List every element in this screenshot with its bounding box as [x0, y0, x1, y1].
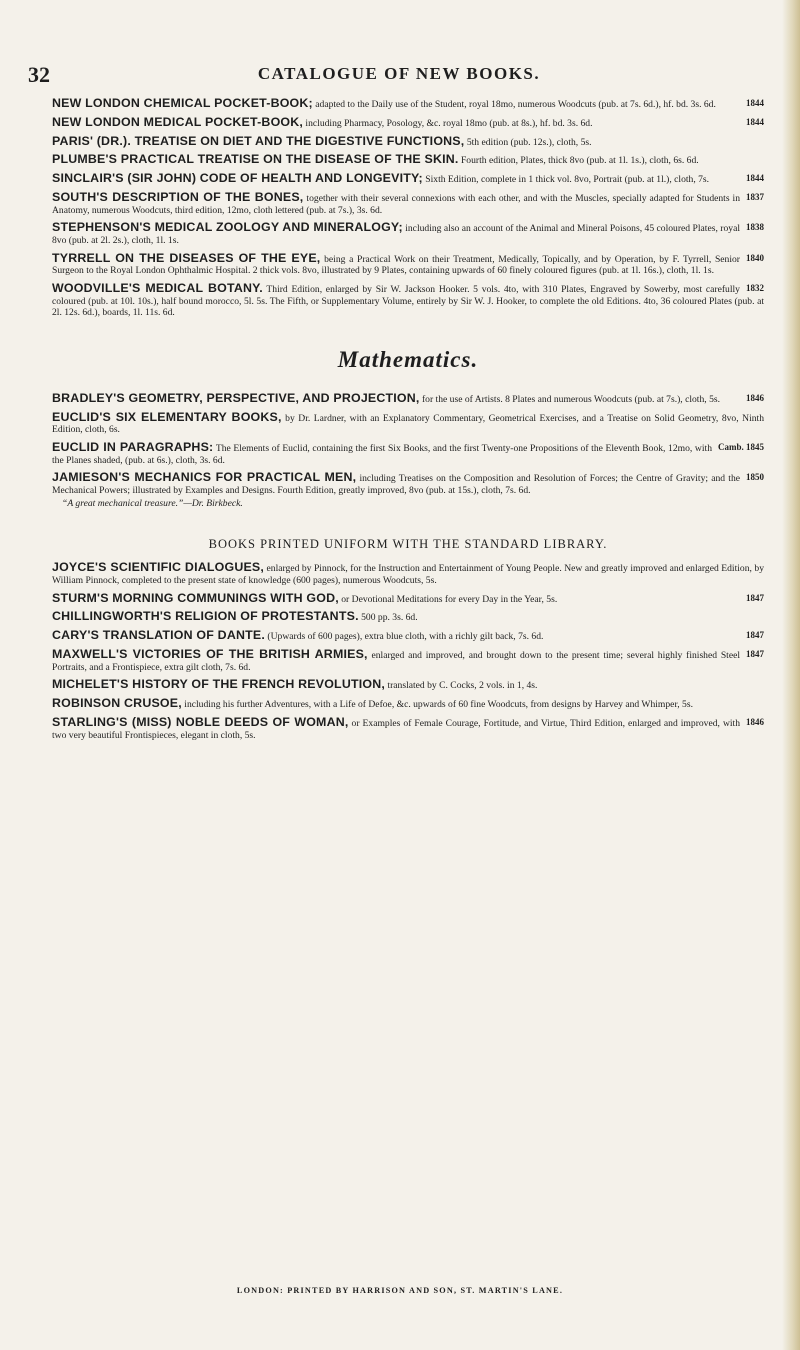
catalogue-entry	[52, 250, 764, 277]
entry-year: 1838	[746, 222, 764, 233]
entry-year: 1844	[746, 98, 764, 108]
entry-title: TYRRELL ON THE DISEASES OF THE EYE,	[52, 250, 321, 265]
entry-year: 1847	[746, 649, 764, 660]
entry-year: 1846	[746, 392, 764, 403]
entry-title: STARLING'S (MISS) NOBLE DEEDS OF WOMAN,	[52, 714, 349, 729]
mathematics-heading: Mathematics.	[337, 346, 479, 372]
entry-description: including also an account of the Animal and Mineral Poisons, 45 coloured Plates, royal 8vo (pub. at 2l. 2s.), cloth, 1l. 1s.	[52, 223, 740, 246]
entry-title: PLUMBE'S PRACTICAL TREATISE ON THE DISEASE OF THE SKIN.	[52, 152, 459, 167]
page-header	[28, 62, 770, 90]
catalogue-entry	[52, 114, 764, 130]
entry-title: SINCLAIR'S (SIR JOHN) CODE OF HEALTH AND LONGEVITY;	[52, 171, 423, 186]
entry-description: including Treatises on the Composition and Resolution of Forces; the Centre of Gravity; and the Mechanical Powers; illustrated by Examples and Designs. Fourth Edition, greatly improved, 8vo (pub. at 15s.), cloth, 7s. 6d.	[52, 473, 741, 496]
entry-year: 1844	[746, 173, 764, 184]
entry-description: or Examples of Female Courage, Fortitude, and Virtue, Third Edition, enlarged and improved, with two very beautiful Frontispieces, elegant in cloth, 5s.	[52, 717, 741, 741]
entry-description: Sixth Edition, complete in 1 thick vol. 8vo, Portrait (pub. at 1l.), cloth, 7s.	[422, 174, 710, 186]
entry-year: 1847	[746, 592, 764, 603]
catalogue-entry	[52, 698, 764, 711]
catalogue-entry	[52, 390, 764, 406]
entry-year: Camb. 1845	[717, 441, 764, 452]
entry-title: STURM'S MORNING COMMUNINGS WITH GOD,	[52, 590, 339, 605]
catalogue-entry	[52, 714, 764, 741]
catalogue-entry	[52, 590, 764, 606]
entry-title: JAMIESON'S MECHANICS FOR PRACTICAL MEN,	[52, 470, 357, 485]
math-quote: “A great mechanical treasure.”—Dr. Birkbeck.	[62, 497, 243, 509]
entry-title: NEW LONDON MEDICAL POCKET-BOOK,	[52, 114, 304, 129]
catalogue-entry	[52, 679, 764, 692]
catalogue-content	[52, 98, 764, 747]
catalogue-entry	[52, 630, 764, 643]
entry-title: CARY'S TRANSLATION OF DANTE.	[52, 628, 265, 643]
entry-description: 500 pp. 3s. 6d.	[358, 612, 418, 624]
entry-title: BRADLEY'S GEOMETRY, PERSPECTIVE, AND PROJECTION,	[52, 390, 420, 405]
catalogue-entry	[52, 154, 764, 167]
entry-year: 1840	[746, 252, 764, 263]
medical-books-list	[52, 98, 764, 319]
entry-title: SOUTH'S DESCRIPTION OF THE BONES,	[52, 189, 304, 204]
entry-description: for the use of Artists. 8 Plates and numerous Woodcuts (pub. at 7s.), cloth, 5s.	[419, 393, 720, 405]
catalogue-entry	[52, 439, 764, 466]
entry-description: enlarged by Pinnock, for the Instruction and Entertainment of Young People. New and greatly improved and enlarged Edition, by William Pinnock, completed to the present state of knowledge (600 pages), numerous Woodcuts, 5s.	[52, 563, 764, 586]
entry-title: MICHELET'S HISTORY OF THE FRENCH REVOLUTION,	[52, 677, 386, 692]
catalogue-entry	[52, 472, 764, 496]
catalogue-entry	[52, 649, 764, 673]
entry-year: 1844	[746, 116, 764, 127]
entry-description: (Upwards of 600 pages), extra blue cloth, with a richly gilt back, 7s. 6d.	[265, 631, 544, 643]
entry-description: including his further Adventures, with a Life of Defoe, &c. upwards of 60 fine Woodcuts, from designs by Harvey and Whimper, 5s.	[181, 699, 693, 711]
entry-year: 1837	[746, 191, 764, 202]
entry-year: 1846	[746, 716, 764, 727]
entry-description: being a Practical Work on their Treatment, Medically, Topically, and by Operation, by F. Tyrrell, Senior Surgeon to the Royal London Ophthalmic Hospital. 2 thick vols. 8vo, illustrated by 9 Plates, containing upwards of 60 finely coloured figures (pub. at 1l. 16s.), cloth, 1l. 1s.	[52, 253, 740, 277]
entry-title: EUCLID IN PARAGRAPHS:	[52, 439, 214, 454]
entry-description: together with their several connexions with each other, and with the Muscles, specially adapted for Students in Anatomy, numerous Woodcuts, third edition, 12mo, cloth lettered (pub. at 7s.), 3s. 6d.	[52, 192, 741, 216]
entry-title: EUCLID'S SIX ELEMENTARY BOOKS,	[52, 409, 282, 424]
catalogue-entry	[52, 611, 764, 624]
entry-description: Fourth edition, Plates, thick 8vo (pub. at 1l. 1s.), cloth, 6s. 6d.	[458, 155, 699, 167]
uniform-books-list	[52, 562, 764, 741]
mathematics-books-list	[52, 390, 765, 497]
catalogue-entry	[52, 562, 764, 586]
entry-year: 1832	[746, 283, 764, 294]
entry-description: The Elements of Euclid, containing the first Six Books, and the first Twenty-one Propositions of the Eleventh Book, 12mo, with the Planes shaded, (pub. at 6s.), cloth, 3s. 6d.	[52, 442, 712, 466]
entry-description: 5th edition (pub. 12s.), cloth, 5s.	[464, 136, 592, 148]
catalogue-entry	[52, 409, 765, 436]
entry-description: by Dr. Lardner, with an Explanatory Commentary, Geometrical Exercises, and a Treatise on Solid Geometry, 8vo, Ninth Edition, cloth, 6s.	[52, 412, 765, 436]
catalogue-entry	[52, 222, 764, 246]
entry-title: WOODVILLE'S MEDICAL BOTANY.	[52, 281, 263, 296]
running-title: CATALOGUE OF NEW BOOKS.	[257, 64, 541, 83]
entry-year: 1850	[746, 472, 764, 483]
printer-imprint: LONDON: PRINTED BY HARRISON AND SON, ST. MARTIN'S LANE.	[236, 1286, 564, 1295]
entry-description: enlarged and improved, and brought down to the present time; several highly finished Steel Portraits, and a Frontispiece, extra gilt cloth, 7s. 6d.	[52, 650, 740, 673]
entry-description: including Pharmacy, Posology, &c. royal 18mo (pub. at 8s.), hf. bd. 3s. 6d.	[303, 117, 593, 129]
entry-description: adapted to the Daily use of the Student, royal 18mo, numerous Woodcuts (pub. at 7s. 6d.), hf. bd. 3s. 6d.	[312, 99, 716, 110]
catalogue-entry	[52, 98, 764, 111]
entry-title: CHILLINGWORTH'S RELIGION OF PROTESTANTS.	[52, 609, 359, 624]
catalogue-entry	[52, 133, 764, 149]
entry-description: or Devotional Meditations for every Day in the Year, 5s.	[338, 593, 558, 605]
entry-title: PARIS' (DR.). TREATISE ON DIET AND THE DIGESTIVE FUNCTIONS,	[52, 133, 465, 148]
entry-description: Third Edition, enlarged by Sir W. Jackson Hooker. 5 vols. 4to, with 310 Plates, Engraved by Sowerby, most carefully coloured (pub. at 10l. 10s.), half bound morocco, 5l. 5s. The Fifth, or Supplementary Volume, entirely by Sir W. J. Hooker, to complete the old Editions. 4to, 36 coloured Plates (pub. at 2l. 12s. 6d.), boards, 1l. 11s. 6d.	[52, 284, 764, 319]
catalogue-entry	[52, 283, 764, 319]
entry-title: ROBINSON CRUSOE,	[52, 696, 182, 711]
entry-title: JOYCE'S SCIENTIFIC DIALOGUES,	[52, 560, 265, 575]
page-edge	[782, 0, 800, 1350]
uniform-library-heading: BOOKS PRINTED UNIFORM WITH THE STANDARD LIBRARY.	[208, 537, 608, 552]
entry-description: translated by C. Cocks, 2 vols. in 1, 4s.	[385, 680, 538, 692]
catalogue-entry	[52, 189, 764, 216]
entry-title: MAXWELL'S VICTORIES OF THE BRITISH ARMIES,	[52, 647, 368, 662]
catalogue-entry	[52, 173, 764, 186]
entry-year: 1847	[746, 630, 764, 641]
entry-title: STEPHENSON'S MEDICAL ZOOLOGY AND MINERALOGY;	[52, 220, 403, 235]
entry-title: NEW LONDON CHEMICAL POCKET-BOOK;	[52, 96, 313, 110]
page-number: 32	[28, 62, 50, 87]
